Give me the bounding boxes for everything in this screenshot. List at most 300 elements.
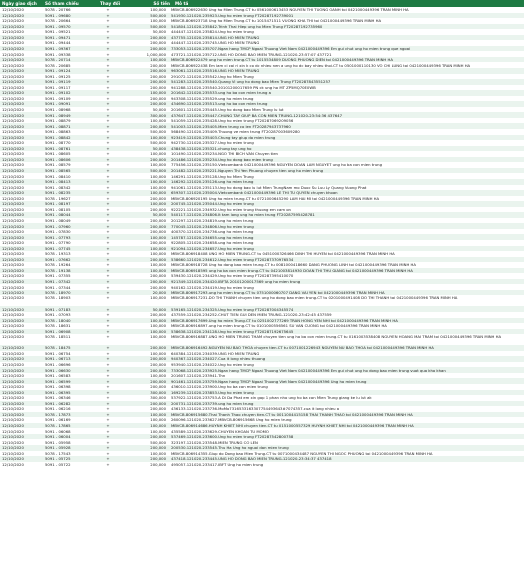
cell-date: 12/10/2020 [2,306,24,312]
table-row [0,445,524,451]
table-row [0,196,524,202]
table-row [0,406,524,412]
table-row [0,356,524,362]
cell-date: 12/10/2020 [2,350,24,356]
cell-date: 12/10/2020 [2,179,24,185]
cell-desc: 963061.121020.235516.UNG HO MIEN TRUNG [171,68,260,74]
cell-date: 12/10/2020 [2,461,24,467]
cell-desc: MBVCB.806922630 Ung ho Mien Trung.CT tu 0561000613453 NGUYEN THI TUONG OANH toi 0421000449396 TRAN MINH HA [171,7,409,13]
cell-date: 12/10/2020 [2,46,24,51]
cell-date: 12/10/2020 [2,312,24,318]
cell-date: 12/10/2020 [2,323,24,329]
cell-desc: 200745.121020.235044.Ung ho mien trung [171,201,254,207]
table-row [0,179,524,185]
cell-type: + [106,456,110,462]
cell-date: 12/10/2020 [2,40,24,46]
cell-ref: 5091 - 09521 [45,29,71,35]
cell-date: 12/10/2020 [2,229,24,235]
table-row [0,185,524,191]
cell-type: + [106,445,110,451]
cell-date: 12/10/2020 [2,384,24,390]
cell-date: 12/10/2020 [2,168,24,174]
cell-type: + [106,156,110,162]
table-row [0,367,524,373]
table-row [0,79,524,85]
table-row [0,218,524,224]
cell-ref: 5091 - 06282 [45,400,71,406]
cell-type: + [106,168,110,174]
cell-date: 12/10/2020 [2,23,24,29]
cell-desc: 438438.121020.235321.chung tay ung ho [171,145,252,151]
cell-amount: 500,000 [150,23,166,29]
cell-ref: 5078 - 20714 [45,57,71,63]
cell-type: + [106,423,110,428]
cell-ref: 5091 - 07960 [45,223,71,229]
cell-type: + [106,84,110,90]
table-row [0,29,524,35]
cell-desc: 435589.121020.233629.CHUYEN KHOAN TU MOMO [171,428,269,434]
cell-desc: 538638.121020.234128.Ung ho mien trung FT20287192675645 [171,328,294,334]
cell-amount: 200,000 [150,62,166,68]
cell-desc: 901461.121020.233759.Ngan hang TMCP Ngoai Thuong Viet Nam 0421000449396 Ung ho mien trung [171,378,367,384]
cell-ref: 5078 - 20766 [45,7,71,13]
cell-date: 12/10/2020 [2,18,24,24]
cell-date: 12/10/2020 [2,417,24,423]
table-row [0,51,524,57]
cell-desc: MBVCB.806916492.NGUYEN NU BAO THOA chuyen tien.CT tu 0071001226943 NGUYEN NU BAO THOA toi 0421000449396 TRAN MINH HA [171,345,434,351]
cell-type: + [106,323,110,329]
cell-type: + [106,417,110,423]
cell-amount: 50,000 [152,29,166,35]
cell-date: 12/10/2020 [2,151,24,157]
cell-type: + [106,223,110,229]
cell-date: 12/10/2020 [2,223,24,229]
cell-desc: 953940.121020.234022.Ung ho mien trung [171,361,254,367]
cell-desc: 473721.121020.235712.UNG HO DONG BAO MIEN TRUNG-121020-23:57:07 437721 [171,51,332,57]
cell-ref: 5091 - 07662 [45,256,71,262]
cell-amount: 100,000 [150,57,166,63]
cell-type: + [106,134,110,140]
table-row [0,190,524,196]
header-desc: Mô tả [175,0,189,6]
cell-ref: 5091 - 08235 [45,190,71,196]
cell-desc: 922221.121020.234932.Ung ho mien trung thuong em cam on [171,206,291,212]
cell-ref: 5091 - 08761 [45,145,71,151]
table-row [0,107,524,113]
cell-ref: 5078 - 18903 [45,295,71,301]
cell-date: 12/10/2020 [2,273,24,279]
cell-type: + [106,434,110,440]
cell-type: + [106,173,110,179]
cell-type: + [106,112,110,118]
table-row [0,212,524,218]
table-row [0,428,524,434]
cell-date: 12/10/2020 [2,217,24,223]
cell-type: + [106,251,110,257]
cell-ref: 5091 - 08605 [45,151,71,157]
cell-date: 12/10/2020 [2,162,24,168]
table-row [0,390,524,396]
cell-ref: 5091 - 08413 [45,179,71,185]
cell-type: + [106,389,110,395]
cell-date: 12/10/2020 [2,267,24,273]
cell-desc: 541804.121020.235842.Trinh Thai Hiep ung ho Mien Trung FT20287192735960 [171,23,323,29]
cell-ref: 5091 - 06216 [45,406,71,412]
cell-date: 12/10/2020 [2,84,24,90]
cell-amount: 200,000 [150,217,166,223]
cell-date: 12/10/2020 [2,439,24,445]
cell-amount: 200,000 [150,40,166,46]
cell-type: + [106,40,110,46]
cell-date: 12/10/2020 [2,212,24,218]
cell-amount: 50,000 [152,145,166,151]
cell-date: 12/10/2020 [2,378,24,384]
cell-ref: 5091 - 06599 [45,378,71,384]
cell-date: 12/10/2020 [2,434,24,440]
cell-desc: 537469.121020.233600.Ung ho mien trung FT20287542800758 [171,434,294,440]
cell-date: 12/10/2020 [2,34,24,40]
cell-type: + [106,406,110,412]
cell-amount: 100,000 [150,162,166,168]
cell-amount: 200,000 [150,312,166,318]
cell-date: 12/10/2020 [2,334,24,340]
table-row [0,434,524,440]
table-row [0,234,524,240]
header-date: Ngày giao dịch [2,0,37,6]
cell-desc: 436133.121020.233736.MoMo7316533163307754493643#7074357.cua it long nhieu a [171,406,340,412]
cell-ref: 5091 - 09125 [45,73,71,79]
table-row [0,273,524,279]
cell-ref: 5078 - 18040 [45,317,71,323]
cell-desc: MBVCB.806916887.UNG HO MIEN TRUNG THAM chuyen tien ung ho ba con mien trung.CT tu 0161003538408 NGUYEN HOANG MAI TRAM toi 0421000449396 TRAN MINH HA [171,334,502,340]
cell-amount: 200,000 [150,206,166,212]
cell-desc: 201642.121020.235533.ung ho ba con mien trung a [171,90,271,96]
cell-type: + [106,129,110,135]
table-row [0,351,524,357]
cell-amount: 200,000 [150,445,166,451]
cell-date: 12/10/2020 [2,90,24,96]
table-row [0,18,524,24]
cell-amount: 100,000 [150,18,166,24]
table-row [0,140,524,146]
cell-ref: 5091 - 06696 [45,361,71,367]
cell-ref: 5078 - 19264 [45,262,71,268]
cell-date: 12/10/2020 [2,129,24,135]
cell-desc: MBVCB.806914355.Giup do Dong bao Mien Trung.CT tu 0071000434487 NGUYEN THI NGOC PHUONG toi 0421000449396 TRAN MINH HA [171,450,433,456]
table-row [0,262,524,268]
cell-date: 12/10/2020 [2,57,24,63]
table-row [0,451,524,457]
cell-type: + [106,234,110,240]
cell-ref: 5091 - 06004 [45,434,71,440]
cell-desc: 437559.121020.234252.CHUT TIEN GUI DEN MIEN TRUNG-121020-23:42:45 437559 [171,312,332,318]
cell-desc: 640384.121020.234039.UNG HO MIEN TRUNG [171,350,260,356]
table-row [0,157,524,163]
cell-desc: 537922.121020.233753.A Di Da Phat em xin gop 1 phan nho ung ho ba con Mien Trung giang ke lu lut ak [171,395,372,401]
cell-ref: 5091 - 07342 [45,278,71,284]
cell-amount: 200,000 [150,95,166,101]
cell-amount: 200,000 [150,406,166,412]
cell-date: 12/10/2020 [2,68,24,74]
cell-amount: 200,000 [150,367,166,373]
cell-ref: 5091 - 09117 [45,84,71,90]
cell-desc: 169239.121020.233853.Ung ho mien trung [171,389,254,395]
cell-type: + [106,201,110,207]
table-row [0,279,524,285]
cell-ref: 5078 - 20664 [45,18,71,24]
cell-date: 12/10/2020 [2,73,24,79]
cell-desc: MBVCB.806922438 Em lam ci cai ri xin k co dc nhieu nen a ung ho dc bay nhieu thoi.CT tu 0501000110130 VO CHI LUNG toi 0421000449396 TRAN MINH HA [171,62,471,68]
cell-desc: 436010.121020.233900.Ung ho ba con mien trung [171,384,268,390]
cell-ref: 5091 - 07830 [45,229,71,235]
cell-amount: 100,000 [150,295,166,301]
table-row [0,46,524,52]
cell-ref: 5091 - 09091 [45,101,71,107]
cell-type: + [106,350,110,356]
table-row [0,74,524,80]
cell-ref: 5091 - 06068 [45,428,71,434]
header-amount: Số tiền [153,0,170,6]
cell-amount: 200,000 [150,84,166,90]
cell-ref: 5091 - 08863 [45,129,71,135]
cell-desc: 568490.121020.235409.Thuong ve mien trung FT20287003609280 [171,129,300,135]
cell-desc: 400370.121020.234736.ung ho mien trung [171,229,254,235]
cell-amount: 100,000 [150,423,166,428]
cell-type: + [106,217,110,223]
cell-ref: 5091 - 08606 [45,156,71,162]
cell-amount: 100,000 [150,184,166,190]
cell-amount: 300,000 [150,389,166,395]
cell-amount: 100,000 [150,417,166,423]
table-row [0,112,524,118]
cell-ref: 5091 - 07355 [45,273,71,279]
cell-amount: 100,000 [150,151,166,157]
cell-desc: 921094.121020.234657.Ung ho mien trung [171,245,254,251]
cell-type: + [106,273,110,279]
table-row [0,7,524,13]
cell-amount: 100,000 [150,134,166,140]
cell-desc: 923419.121020.235403.Chung tay giup do mien trung [171,134,276,140]
cell-type: + [106,18,110,24]
cell-amount: 1,000,000 [146,51,166,57]
cell-type: + [106,62,110,68]
cell-amount: 50,000 [152,107,166,113]
cell-ref: 5091 - 08342 [45,184,71,190]
table-row [0,268,524,274]
cell-date: 12/10/2020 [2,456,24,462]
cell-amount: 200,000 [150,278,166,284]
cell-type: + [106,118,110,124]
cell-date: 12/10/2020 [2,245,24,251]
cell-amount: 200,000 [150,256,166,262]
cell-type: + [106,140,110,146]
cell-amount: 20,000 [152,290,166,296]
cell-amount: 200,000 [150,361,166,367]
cell-desc: MBVCB.806917231.DO THI THANH chuyen tien ung ho dong bao mien trung.CT tu 0201000491408 DO THI THANH toi 0421000449396 TRAN MINH HA [171,295,458,301]
cell-date: 12/10/2020 [2,251,24,257]
cell-amount: 100,000 [150,7,166,13]
cell-amount: 200,000 [150,345,166,351]
cell-amount: 100,000 [150,450,166,456]
cell-desc: 495057.121020.233417.IBFT Ung ho mien trung [171,461,264,467]
table-row [0,101,524,107]
table-row [0,57,524,63]
cell-ref: 5091 - 07745 [45,245,71,251]
cell-amount: 200,000 [150,384,166,390]
cell-amount: 200,000 [150,46,166,51]
cell-desc: 942730.121020.235327.Ung ho mien trung [171,140,254,146]
cell-amount: 100,000 [150,262,166,268]
cell-ref: 5078 - 17543 [45,450,71,456]
table-row [0,173,524,179]
cell-amount: 500,000 [150,140,166,146]
cell-desc: 101490.121020.235234.NGO THI BICH VAN Chuyen tien [171,151,278,157]
cell-date: 12/10/2020 [2,206,24,212]
table-row [0,251,524,257]
table-row [0,223,524,229]
cell-desc: 940367.121020.234027.Cua it long nhieu thuong [171,356,266,362]
cell-date: 12/10/2020 [2,12,24,18]
cell-desc: 444447.121020.235745.UNG HO MIEN TRUNG [171,40,260,46]
table-row [0,373,524,379]
cell-type: + [106,328,110,334]
cell-type: + [106,256,110,262]
cell-date: 12/10/2020 [2,184,24,190]
table-row [0,456,524,462]
cell-amount: 500,000 [150,168,166,174]
cell-date: 12/10/2020 [2,423,24,428]
cell-amount: 200,000 [150,101,166,107]
cell-type: + [106,450,110,456]
cell-type: + [106,373,110,379]
cell-desc: 434690.121020.235513.ung ho ba con mien trung [171,101,268,107]
cell-date: 12/10/2020 [2,7,24,13]
cell-ref: 5091 - 08044 [45,212,71,218]
table-row [0,306,524,312]
cell-type: + [106,262,110,268]
table-row [0,146,524,152]
table-row [0,85,524,91]
cell-amount: 200,000 [150,123,166,129]
cell-ref: 5078 - 19313 [45,251,71,257]
cell-type: + [106,317,110,323]
cell-date: 12/10/2020 [2,356,24,362]
cell-type: + [106,400,110,406]
cell-amount: 100,000 [150,350,166,356]
cell-type: + [106,7,110,13]
cell-date: 12/10/2020 [2,123,24,129]
cell-ref: 5078 - 19627 [45,195,71,201]
cell-date: 12/10/2020 [2,345,24,351]
cell-amount: 100,000 [150,90,166,96]
cell-desc: MBVCB.806918728 Ung ho dong bao mien trung.CT tu 0081000418660 DANG PHUONG LINH toi 0421000449396 TRAN MINH HA [171,262,416,268]
cell-type: + [106,245,110,251]
cell-desc: 539165.121020.234325.Ung ho mien trung FT20287004345574 [171,306,294,312]
table-row [0,118,524,124]
cell-amount: 100,000 [150,179,166,185]
cell-date: 12/10/2020 [2,284,24,290]
cell-amount: 300,000 [150,395,166,401]
cell-ref: 5091 - 09444 [45,40,71,46]
cell-type: + [106,278,110,284]
cell-ref: 5091 - 06583 [45,373,71,379]
cell-date: 12/10/2020 [2,373,24,379]
cell-amount: 100,000 [150,323,166,329]
header-ref: Số tham chiếu [45,0,79,6]
cell-desc: MBVCB.806914686.HUYNH KHIET NHI chuyen tien.CT tu 0151000557329 HUYNH KHIET NHI toi 0421000449396 TRAN MINH HA [171,423,414,428]
table-row [0,62,524,68]
cell-ref: 5091 - 06398 [45,384,71,390]
cell-type: + [106,290,110,296]
cell-ref: 5091 - 07793 [45,234,71,240]
table-row [0,40,524,46]
cell-ref: 5091 - 08949 [45,112,71,118]
cell-amount: 200,000 [150,356,166,362]
cell-ref: 5091 - 07093 [45,312,71,318]
cell-amount: 200,000 [150,378,166,384]
cell-amount: 100,000 [150,373,166,379]
cell-type: + [106,229,110,235]
cell-type: + [106,411,110,417]
cell-desc: 145787.121020.234655.ung ho mien trung [171,234,254,240]
cell-desc: MBVCB.806923718 Ung ho Mien Trung.CT tu 1015471511 VUONG KHA THI toi 0421000449396 TRAN MINH HA [171,18,382,24]
cell-desc: 541003.121020.235405.Mien trung co len FT20287943737960 [171,123,291,129]
cell-type: + [106,367,110,373]
table-row [0,362,524,368]
cell-type: + [106,312,110,318]
cell-date: 12/10/2020 [2,256,24,262]
cell-amount: 200,000 [150,284,166,290]
cell-type: + [106,12,110,18]
cell-ref: 5091 - 05928 [45,445,71,451]
cell-desc: 921349.121020.234420.IBFTA 20101200017569 ung ho mien trung [171,278,301,284]
table-header [0,0,524,7]
cell-ref: 5091 - 09124 [45,68,71,74]
cell-date: 12/10/2020 [2,295,24,301]
cell-desc: MBVCB.806920195 Ung ho mien trung.CT tu 0721000645290 LAM HAI MI toi 0421000449396 TRAN MINH HA [171,195,380,201]
table-row [0,68,524,74]
cell-desc: MBVCB.806922479 ung ho mien trung.CT tu 1015534809 DUONG PHUONG DIEN toi 0421000449396 TRAN MINH HA [171,57,393,63]
table-row [0,24,524,30]
table-row [0,417,524,423]
cell-amount: 100,000 [150,118,166,124]
table-row [0,135,524,141]
cell-desc: 539430.121020.234429.Ung ho mien trung FT20287395410070 [171,273,294,279]
cell-ref: 5091 - 08871 [45,123,71,129]
cell-ref: 5091 - 08579 [45,162,71,168]
table-row [0,168,524,174]
table-row [0,462,524,468]
cell-desc: 775456.121020.235150.Vietcombank 0421000449396 NGUYEN DOAN LAM NGUYET ung ho ba con mien trung [171,162,382,168]
cell-desc: 943308.121020.235529.ung ho mien trung [171,95,254,101]
cell-ref: 5091 - 09471 [45,34,71,40]
cell-desc: 201601.121020.235445.Ung ho dong bao Mien Trung lu lut [171,107,284,113]
cell-amount: 200,000 [150,34,166,40]
cell-desc: 146292.121020.235126.ung ho mien trung [171,179,254,185]
cell-date: 12/10/2020 [2,400,24,406]
cell-amount: 500,000 [150,12,166,18]
table-row [0,312,524,318]
table-row [0,257,524,263]
cell-ref: 5091 - 08565 [45,168,71,174]
cell-type: + [106,151,110,157]
cell-ref: 5091 - 08879 [45,118,71,124]
cell-date: 12/10/2020 [2,278,24,284]
cell-ref: 5091 - 06169 [45,417,71,423]
cell-desc: 200731.121020.233739.ung ho mien trung [171,400,254,406]
table-row [0,378,524,384]
cell-ref: 5091 - 08049 [45,217,71,223]
